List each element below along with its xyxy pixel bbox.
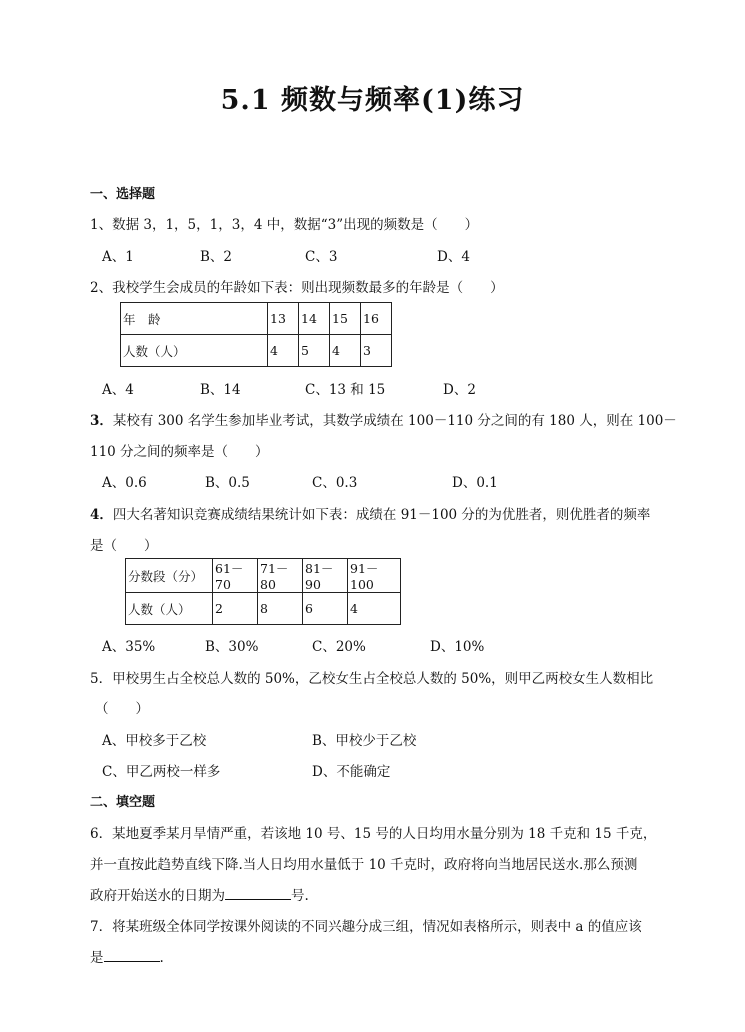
question-6-line-3 [90,884,309,904]
question-4-option-c: C、20% [312,639,366,655]
score-table [125,558,401,625]
question-7-suffix: . [159,950,164,966]
question-5-line-1: 5．甲校男生占全校总人数的 50%，乙校女生占全校总人数的 50%，则甲乙两校女生人数相比 [90,671,654,687]
question-5-line-2: （ ） [95,701,149,717]
answer-blank[interactable] [104,947,160,962]
table-cell: 4 [348,593,401,625]
table-cell: 16 [361,303,392,335]
question-3-option-a: A、0.6 [102,475,147,491]
section-heading-fill: 二、填空题 [90,795,156,810]
page-title: 5.1 频数与频率(1)练习 [220,85,525,116]
table-cell: 年 龄 [121,303,268,335]
question-5-option-a: A、甲校多于乙校 [102,733,207,749]
table-cell: 4 [268,335,299,367]
table-cell: 2 [213,593,258,625]
table-cell: 81－90 [303,559,348,593]
question-4-option-a: A、35% [102,639,156,655]
table-row [126,593,401,625]
question-2-option-c: C、13 和 15 [305,382,386,398]
table-cell: 61－70 [213,559,258,593]
question-1-option-b: B、2 [200,249,233,265]
question-5-option-b: B、甲校少于乙校 [312,733,417,749]
table-cell: 13 [268,303,299,335]
question-7-line-1: 7．将某班级全体同学按课外阅读的不同兴趣分成三组，情况如表格所示，则表中 a 的值应该 [90,919,642,935]
question-3-line-2: 110 分之间的频率是（ ） [90,444,269,460]
question-3-line-1 [90,409,677,429]
question-4-text: 四大名著知识竞赛成绩结果统计如下表：成绩在 91－100 分的为优胜者，则优胜者的频率 [112,507,651,523]
table-cell: 4 [330,335,361,367]
question-4-line-1 [90,503,650,523]
table-cell: 人数（人） [126,593,213,625]
question-3-number: 3． [90,413,113,429]
question-2-option-d: D、2 [443,382,476,398]
question-6-line-1: 6．某地夏季某月旱情严重，若该地 10 号、15 号的人日均用水量分别为 18 千克和 15 千克， [90,826,657,842]
table-cell: 8 [258,593,303,625]
table-cell: 6 [303,593,348,625]
table-cell: 人数（人） [121,335,268,367]
table-row [126,559,401,593]
question-4-option-b: B、30% [205,639,259,655]
table-cell: 71－80 [258,559,303,593]
table-cell: 3 [361,335,392,367]
answer-blank[interactable] [225,885,291,900]
question-3-option-b: B、0.5 [205,475,250,491]
question-5-option-c: C、甲乙两校一样多 [102,764,221,780]
table-row [121,303,392,335]
age-table [120,302,392,367]
question-6-suffix: 号. [291,888,309,904]
question-3-option-d: D、0.1 [452,475,498,491]
table-cell: 14 [299,303,330,335]
question-7-line-2 [90,946,164,966]
question-4-option-d: D、10% [430,639,485,655]
question-2-option-b: B、14 [200,382,241,398]
question-3-option-c: C、0.3 [312,475,358,491]
question-6-line-2: 并一直按此趋势直线下降.当人日均用水量低于 10 千克时，政府将向当地居民送水.那么预测 [90,857,638,873]
table-cell: 91－100 [348,559,401,593]
section-heading-choice: 一、选择题 [90,187,156,202]
table-row [121,335,392,367]
question-3-text: 某校有 300 名学生参加毕业考试，其数学成绩在 100－110 分之间的有 180 人，则在 100－ [112,413,677,429]
question-4-line-2: 是（ ） [90,538,158,554]
question-7-text: 是 [90,950,104,966]
question-1-option-a: A、1 [102,249,134,265]
question-2-option-a: A、4 [102,382,134,398]
question-2-stem: 2、我校学生会成员的年龄如下表：则出现频数最多的年龄是（ ） [90,280,504,296]
table-cell: 5 [299,335,330,367]
table-cell: 15 [330,303,361,335]
question-5-option-d: D、不能确定 [312,764,391,780]
question-1-option-d: D、4 [437,249,470,265]
question-1-option-c: C、3 [305,249,338,265]
question-6-text: 政府开始送水的日期为 [90,888,225,904]
table-cell: 分数段（分） [126,559,213,593]
question-4-number: 4． [90,507,113,523]
question-1-stem: 1、数据 3，1，5，1，3，4 中，数据“3”出现的频数是（ ） [90,217,479,233]
